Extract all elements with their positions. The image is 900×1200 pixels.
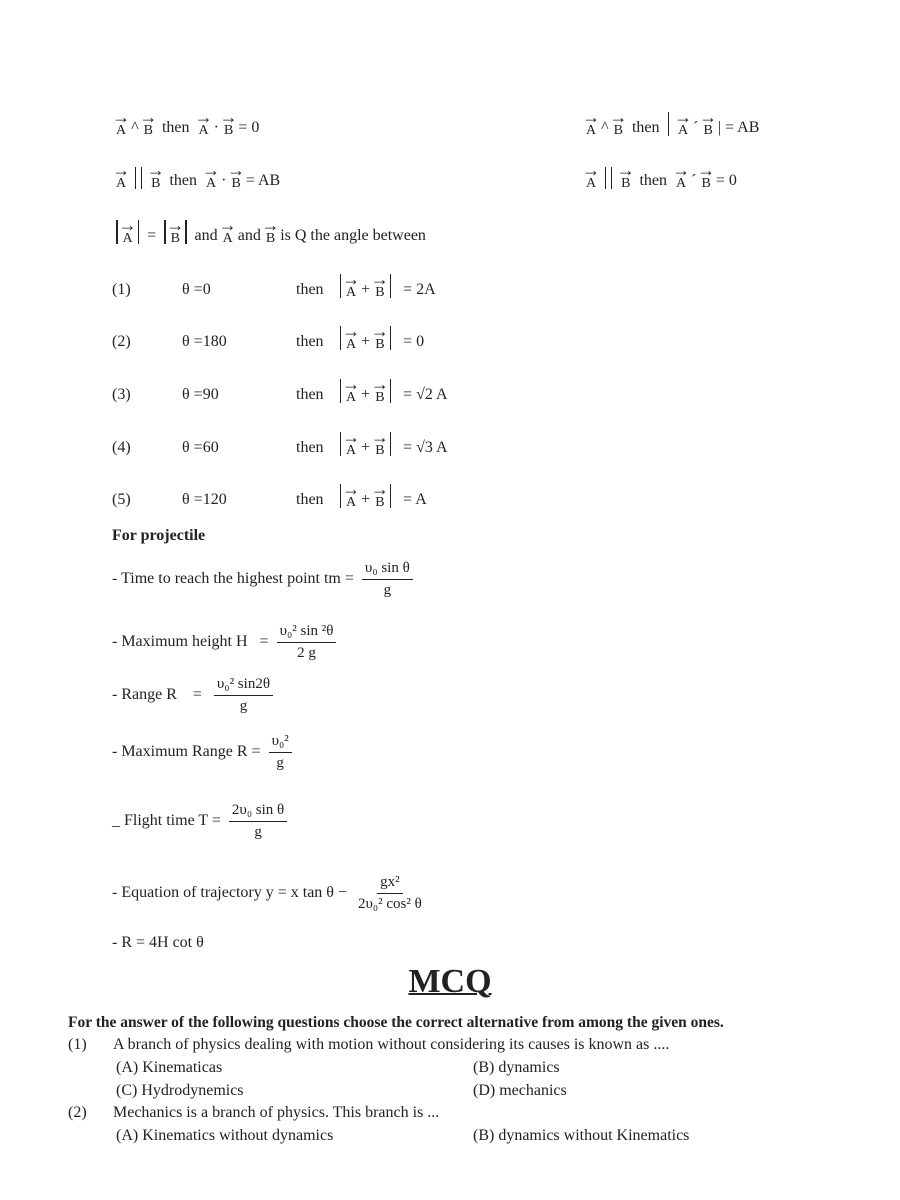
magnitude-bar xyxy=(340,484,342,508)
vector-b: → B xyxy=(224,112,233,138)
vector-b: → B xyxy=(375,379,384,405)
plus-sign: + xyxy=(361,491,371,508)
vector-a: → A xyxy=(346,274,356,300)
angle-case xyxy=(112,432,448,458)
formula-label: - Range R xyxy=(112,686,177,704)
vector-b: → B xyxy=(375,326,384,352)
formula-label: _ Flight time T = xyxy=(112,812,221,830)
magnitude-bar xyxy=(138,220,140,244)
fraction xyxy=(277,623,337,662)
formula-range xyxy=(112,676,277,715)
case-result: = √3 A xyxy=(403,439,448,456)
vector-a: → A xyxy=(206,165,216,191)
fraction xyxy=(229,802,287,841)
magnitude-bar xyxy=(340,432,342,456)
vector-a: → A xyxy=(223,220,233,246)
denominator: g xyxy=(239,698,248,714)
section-heading: For projectile xyxy=(112,527,206,544)
magnitude-bar xyxy=(340,326,342,350)
formula-label: - Maximum Range R = xyxy=(112,743,261,761)
theta-value: θ =120 xyxy=(182,491,227,508)
then-text: then xyxy=(639,172,668,189)
answer-option[interactable]: (B) dynamics without Kinematics xyxy=(473,1127,690,1144)
case-result: = √2 A xyxy=(403,386,448,403)
formula-trajectory xyxy=(112,874,429,913)
case-result: = A xyxy=(403,491,427,508)
fraction xyxy=(214,676,273,715)
angle-case xyxy=(112,484,427,510)
formula-time-highest xyxy=(112,560,417,599)
equals-sign: = xyxy=(259,633,269,651)
result-text: | = AB xyxy=(717,119,760,136)
vector-a: → A xyxy=(123,220,133,246)
rule-perp-cross xyxy=(585,112,759,138)
plus-sign: + xyxy=(361,281,371,298)
vector-a: → A xyxy=(678,112,688,138)
theta-value: θ =180 xyxy=(182,333,227,350)
perp-symbol: ^ xyxy=(601,119,609,136)
numerator: υ₀ sin θ xyxy=(362,560,413,580)
denominator: g xyxy=(254,824,262,840)
dot-symbol: · xyxy=(213,119,219,136)
equals-sign: = xyxy=(147,227,157,244)
case-number: (1) xyxy=(112,281,131,298)
theta-value: θ =90 xyxy=(182,386,219,403)
vector-b: → B xyxy=(231,165,240,191)
numerator: 2υ₀ sin θ xyxy=(229,802,287,822)
vector-b: → B xyxy=(375,432,384,458)
formula-r-relation: - R = 4H cot θ xyxy=(112,934,204,951)
then-text: then xyxy=(296,386,324,403)
answer-option[interactable]: (A) Kinematics without dynamics xyxy=(116,1127,334,1144)
answer-option[interactable]: (C) Hydrodynemics xyxy=(116,1082,244,1099)
result-text: = 0 xyxy=(238,119,260,136)
case-number: (2) xyxy=(112,333,131,350)
case-result: = 2A xyxy=(403,281,436,298)
question-number: (1) xyxy=(68,1036,87,1053)
rule-perp-dot xyxy=(115,112,259,138)
question-text: Mechanics is a branch of physics. This branch is ... xyxy=(113,1104,440,1121)
result-text: = AB xyxy=(245,172,281,189)
result-text: = 0 xyxy=(715,172,737,189)
and-text: and xyxy=(194,227,218,244)
numerator: υ₀² xyxy=(269,733,292,753)
equals-sign: = xyxy=(192,686,202,704)
case-number: (3) xyxy=(112,386,131,403)
vector-a: → A xyxy=(586,112,596,138)
parallel-symbol xyxy=(605,167,612,189)
mcq-instruction: For the answer of the following questions choose the correct alternative from among the given ones. xyxy=(68,1014,724,1031)
magnitude-bar xyxy=(390,326,392,350)
magnitude-bar xyxy=(390,274,392,298)
question-text: A branch of physics dealing with motion without considering its causes is known as .... xyxy=(113,1036,670,1053)
vector-a: → A xyxy=(346,379,356,405)
vector-b: → B xyxy=(614,112,623,138)
angle-case xyxy=(112,326,424,352)
answer-option[interactable]: (D) mechanics xyxy=(473,1082,567,1099)
magnitude-bar xyxy=(185,220,187,244)
denominator: g xyxy=(383,582,392,598)
formula-max-height xyxy=(112,623,340,662)
formula-max-range xyxy=(112,733,296,772)
case-number: (4) xyxy=(112,439,131,456)
magnitude-bar xyxy=(116,220,118,244)
answer-option[interactable]: (B) dynamics xyxy=(473,1059,560,1076)
rule-parallel-cross xyxy=(585,165,737,191)
question-number: (2) xyxy=(68,1104,87,1121)
formula-label: - Maximum height H xyxy=(112,633,248,651)
formula-label: - Time to reach the highest point xyxy=(112,570,320,588)
fraction xyxy=(355,874,425,913)
formula-label: - Equation of trajectory xyxy=(112,884,262,902)
theta-value: θ =0 xyxy=(182,281,211,298)
magnitude-bar xyxy=(340,274,342,298)
vector-a: → A xyxy=(346,484,356,510)
vector-b: → B xyxy=(701,165,710,191)
vector-b: → B xyxy=(703,112,712,138)
formula-flight-time xyxy=(112,802,291,841)
then-text: then xyxy=(296,439,324,456)
vector-b: → B xyxy=(171,220,180,246)
case-result: = 0 xyxy=(403,333,425,350)
statement-tail: is Q the angle between xyxy=(280,227,426,244)
vector-a: → A xyxy=(199,112,209,138)
vector-b: → B xyxy=(144,112,153,138)
then-text: then xyxy=(296,491,324,508)
numerator: gx² xyxy=(377,874,403,894)
magnitude-statement xyxy=(112,220,426,246)
case-number: (5) xyxy=(112,491,131,508)
vector-a: → A xyxy=(116,112,126,138)
rule-parallel-dot xyxy=(115,165,280,191)
fraction xyxy=(269,733,292,772)
numerator: υ₀² sin ²θ xyxy=(277,623,337,643)
perp-symbol: ^ xyxy=(131,119,139,136)
vector-a: → A xyxy=(586,165,596,191)
fraction xyxy=(362,560,413,599)
magnitude-bar xyxy=(390,484,392,508)
mcq-title: MCQ xyxy=(408,963,492,1000)
magnitude-bar xyxy=(340,379,342,403)
vector-a: → A xyxy=(346,432,356,458)
then-text: then xyxy=(161,119,190,136)
theta-value: θ =60 xyxy=(182,439,219,456)
cross-symbol: ˊ xyxy=(691,172,697,189)
then-text: then xyxy=(631,119,660,136)
numerator: υ₀² sin2θ xyxy=(214,676,273,696)
vector-a: → A xyxy=(676,165,686,191)
parallel-symbol xyxy=(135,167,142,189)
vector-b: → B xyxy=(375,274,384,300)
denominator: 2υ₀² cos² θ xyxy=(357,896,422,912)
denominator: g xyxy=(276,755,284,771)
then-text: then xyxy=(169,172,198,189)
cross-symbol: ˊ xyxy=(693,119,699,136)
magnitude-bar xyxy=(390,432,392,456)
plus-sign: + xyxy=(361,439,371,456)
plus-sign: + xyxy=(361,386,371,403)
vector-a: → A xyxy=(346,326,356,352)
magnitude-bar xyxy=(668,112,670,136)
answer-option[interactable]: (A) Kinematicas xyxy=(116,1059,223,1076)
then-text: then xyxy=(296,333,324,350)
formula-lhs: tm = xyxy=(323,570,354,588)
angle-case xyxy=(112,379,448,405)
plus-sign: + xyxy=(361,333,371,350)
vector-a: → A xyxy=(116,165,126,191)
vector-b: → B xyxy=(621,165,630,191)
vector-b: → B xyxy=(266,220,275,246)
vector-b: → B xyxy=(151,165,160,191)
and-text: and xyxy=(237,227,261,244)
denominator: 2 g xyxy=(297,645,316,661)
magnitude-bar xyxy=(390,379,392,403)
angle-case xyxy=(112,274,436,300)
then-text: then xyxy=(296,281,324,298)
dot-symbol: · xyxy=(221,172,227,189)
formula-lhs: y = x tan θ − xyxy=(265,884,347,902)
vector-b: → B xyxy=(375,484,384,510)
